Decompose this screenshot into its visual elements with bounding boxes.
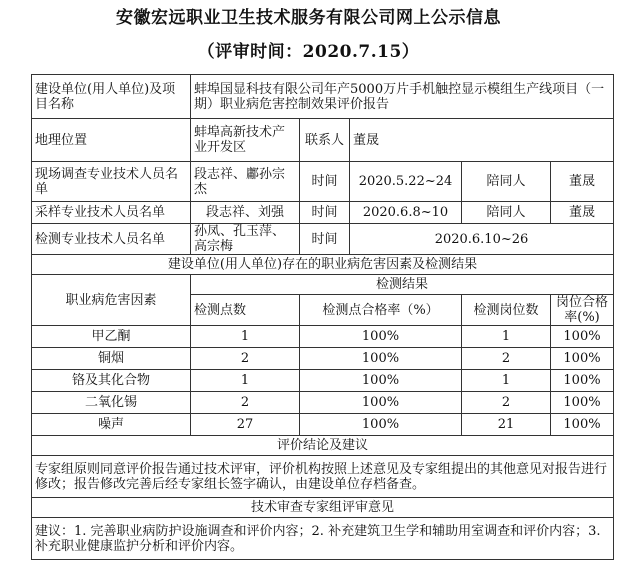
- survey-names: 段志祥、鄘孙宗杰: [191, 162, 300, 202]
- survey-time: 2020.5.22~24: [350, 162, 462, 202]
- sampling-time-label: 时间: [300, 202, 350, 224]
- conclusion-text: 专家组原则同意评价报告通过技术评审，评价机构按照上述意见及专家组提出的其他意见对报告进行修改；报告修改完善后经专家组长签字确认，由建设单位存档备查。: [32, 456, 614, 498]
- sampling-accompany-label: 陪同人: [462, 202, 551, 224]
- point-rate: 100%: [300, 326, 462, 348]
- sampling-label: 采样专业技术人员名单: [32, 202, 191, 224]
- post-count: 2: [462, 348, 551, 370]
- post-rate: 100%: [551, 392, 614, 414]
- sampling-names: 段志祥、刘强: [191, 202, 300, 224]
- table-row: [32, 392, 614, 414]
- post-rate: 100%: [551, 370, 614, 392]
- point-count: 27: [191, 414, 300, 436]
- post-count: 1: [462, 370, 551, 392]
- unit-value: 蚌埠国显科技有限公司年产5000万片手机触控显示模组生产线项目（一期）职业病危害控制效果评价报告: [191, 75, 614, 119]
- point-count: 2: [191, 348, 300, 370]
- point-rate: 100%: [300, 348, 462, 370]
- point-count: 1: [191, 326, 300, 348]
- point-rate: 100%: [300, 370, 462, 392]
- post-count: 1: [462, 326, 551, 348]
- testing-time-label: 时间: [300, 224, 350, 255]
- table-row: [32, 326, 614, 348]
- contact-label: 联系人: [300, 119, 350, 162]
- unit-label: 建设单位(用人单位)及项目名称: [32, 75, 191, 119]
- factor-name: 铬及其化合物: [32, 370, 191, 392]
- table-row: [32, 414, 614, 436]
- info-table: [31, 74, 614, 560]
- contact-value: 董晟: [350, 119, 614, 162]
- testing-time: 2020.6.10~26: [350, 224, 614, 255]
- expert-opinion-text: 建议：1. 完善职业病防护设施调查和评价内容；2. 补充建筑卫生学和辅助用室调查和评价内容；3. 补充职业健康监护分析和评价内容。: [32, 518, 614, 560]
- post-count: 21: [462, 414, 551, 436]
- factor-name: 噪声: [32, 414, 191, 436]
- survey-time-label: 时间: [300, 162, 350, 202]
- col-posts: 检测岗位数: [462, 295, 551, 326]
- hazard-section-title: 建设单位(用人单位)存在的职业病危害因素及检测结果: [32, 255, 614, 275]
- table-row: [32, 348, 614, 370]
- survey-label: 现场调查专业技术人员名单: [32, 162, 191, 202]
- post-count: 2: [462, 392, 551, 414]
- factor-name: 二氧化锡: [32, 392, 191, 414]
- point-count: 2: [191, 392, 300, 414]
- post-rate: 100%: [551, 348, 614, 370]
- factor-name: 铜烟: [32, 348, 191, 370]
- survey-accompany-label: 陪同人: [462, 162, 551, 202]
- location-label: 地理位置: [32, 119, 191, 162]
- point-rate: 100%: [300, 392, 462, 414]
- table-row: [32, 370, 614, 392]
- conclusion-title: 评价结论及建议: [32, 436, 614, 456]
- col-post-rate: 岗位合格率(%): [551, 295, 614, 326]
- results-header: 检测结果: [191, 275, 614, 295]
- sampling-time: 2020.6.8~10: [350, 202, 462, 224]
- expert-opinion-title: 技术审查专家组评审意见: [32, 498, 614, 518]
- location-value: 蚌埠高新技术产业开发区: [191, 119, 300, 162]
- factor-name: 甲乙酮: [32, 326, 191, 348]
- sampling-accompany: 董晟: [551, 202, 614, 224]
- testing-names: 孙凤、孔玉萍、高宗梅: [191, 224, 300, 255]
- factor-header: 职业病危害因素: [32, 275, 191, 326]
- col-points: 检测点数: [191, 295, 300, 326]
- review-time: （评审时间：2020.7.15）: [197, 42, 420, 62]
- point-count: 1: [191, 370, 300, 392]
- post-rate: 100%: [551, 414, 614, 436]
- survey-accompany: 董晟: [551, 162, 614, 202]
- post-rate: 100%: [551, 326, 614, 348]
- page-title: 安徽宏远职业卫生技术服务有限公司网上公示信息: [116, 8, 501, 28]
- testing-label: 检测专业技术人员名单: [32, 224, 191, 255]
- point-rate: 100%: [300, 414, 462, 436]
- col-point-rate: 检测点合格率（%）: [300, 295, 462, 326]
